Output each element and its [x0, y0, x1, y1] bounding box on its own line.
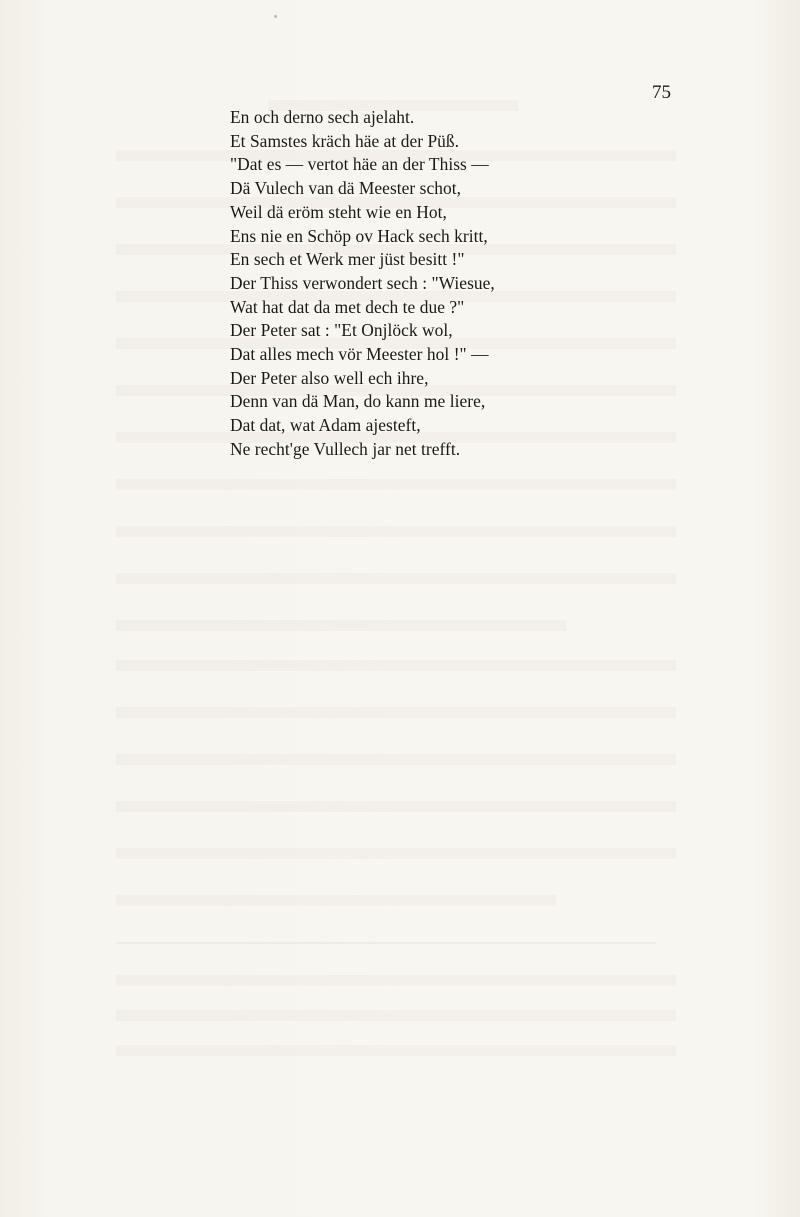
poem-line: Wat hat dat da met dech te due ?" — [230, 296, 465, 317]
poem-line: Dat alles mech vör Meester hol !" — — [230, 344, 489, 365]
poem-line: Dat dat, wat Adam ajesteft, — [230, 415, 421, 436]
poem-line: Der Peter sat : "Et Onjlöck wol, — [230, 320, 453, 341]
poem-line: Ens nie en Schöp ov Hack sech kritt, — [230, 225, 488, 246]
poem-line: Dä Vulech van dä Meester schot, — [230, 178, 462, 199]
poem-line: "Dat es — vertot häe an der Thiss — — [230, 154, 489, 175]
poem-line: Der Thiss verwondert sech : "Wiesue, — [230, 272, 495, 293]
page-number: 75 — [652, 82, 671, 103]
poem — [230, 106, 495, 462]
poem-line: Denn van dä Man, do kann me liere, — [230, 391, 486, 412]
poem-line: Der Peter also well ech ihre, — [230, 367, 429, 388]
poem-line: Ne recht'ge Vullech jar net trefft. — [230, 438, 461, 459]
poem-line: Et Samstes kräch häe at der Püß. — [230, 130, 460, 151]
poem-line: En och derno sech ajelaht. — [230, 107, 415, 127]
poem-line: En sech et Werk mer jüst besitt !" — [230, 249, 465, 270]
poem-line: Weil dä eröm steht wie en Hot, — [230, 201, 447, 222]
paper-speck — [274, 15, 277, 18]
